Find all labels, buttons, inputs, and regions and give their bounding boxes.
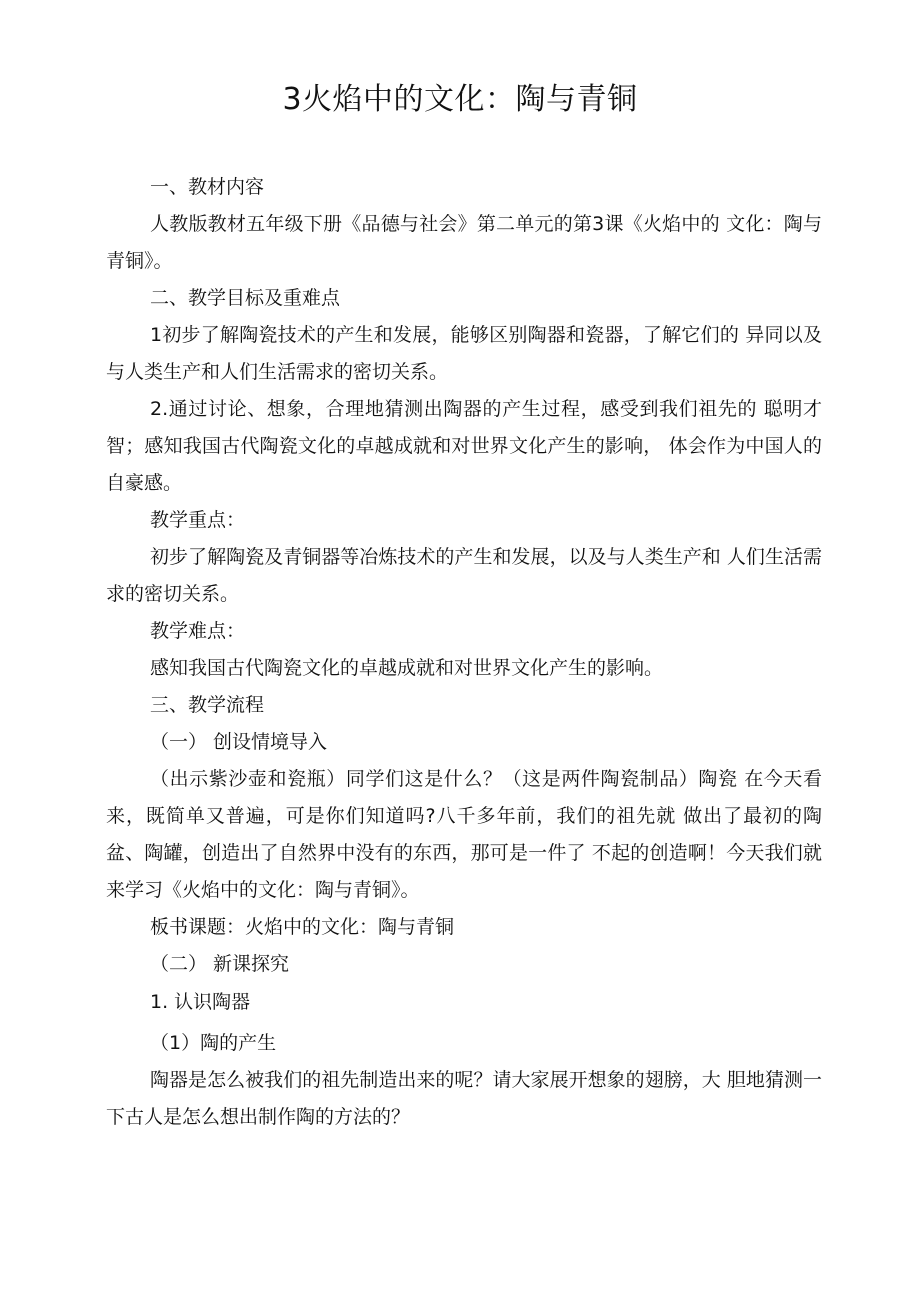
subsection-heading: 1. 认识陶器 [150,991,251,1013]
section-heading: 二、教学目标及重难点 [150,287,341,309]
paragraph: 感知我国古代陶瓷文化的卓越成就和对世界文化产生的影响。 [150,657,664,679]
document-body [106,169,822,1136]
section-heading: 三、教学流程 [150,694,265,716]
subsection-heading: （1）陶的产生 [150,1032,277,1054]
subsection-heading: （一） 创设情境导入 [150,731,328,753]
subheading: 教学难点： [150,620,246,642]
section-heading: 一、教材内容 [150,176,265,198]
page-title: 3火焰中的文化：陶与青铜 [282,82,638,117]
subsection-heading: （二） 新课探究 [150,953,290,975]
paragraph: 人教版教材五年级下册《品德与社会》第二单元的第3课《火焰中的 文化：陶与青铜》。 [106,213,822,272]
paragraph: 2.通过讨论、想象，合理地猜测出陶器的产生过程，感受到我们祖先的 聪明才智；感知我国古代陶瓷文化的卓越成就和对世界文化产生的影响， 体会作为中国人的自豪感。 [106,398,822,494]
paragraph: 1初步了解陶瓷技术的产生和发展，能够区别陶器和瓷器，了解它们的 异同以及与人类生产和人们生活需求的密切关系。 [106,324,822,383]
subheading: 教学重点： [150,509,246,531]
paragraph: 初步了解陶瓷及青铜器等冶炼技术的产生和发展，以及与人类生产和 人们生活需求的密切关系。 [106,546,822,605]
paragraph: （出示紫沙壶和瓷瓶）同学们这是什么？（这是两件陶瓷制品）陶瓷 在今天看来，既简单又普遍，可是你们知道吗?八千多年前，我们的祖先就 做出了最初的陶盆、陶罐，创造出了自然界中没有的东西，那可是一件了 不起的创造啊！今天我们就来学习《火焰中的文化：陶与青铜》。 [106,768,822,901]
paragraph: 陶器是怎么被我们的祖先制造出来的呢？请大家展开想象的翅膀，大 胆地猜测一下古人是怎么想出制作陶的方法的？ [106,1069,822,1128]
paragraph: 板书课题：火焰中的文化：陶与青铜 [150,916,455,938]
